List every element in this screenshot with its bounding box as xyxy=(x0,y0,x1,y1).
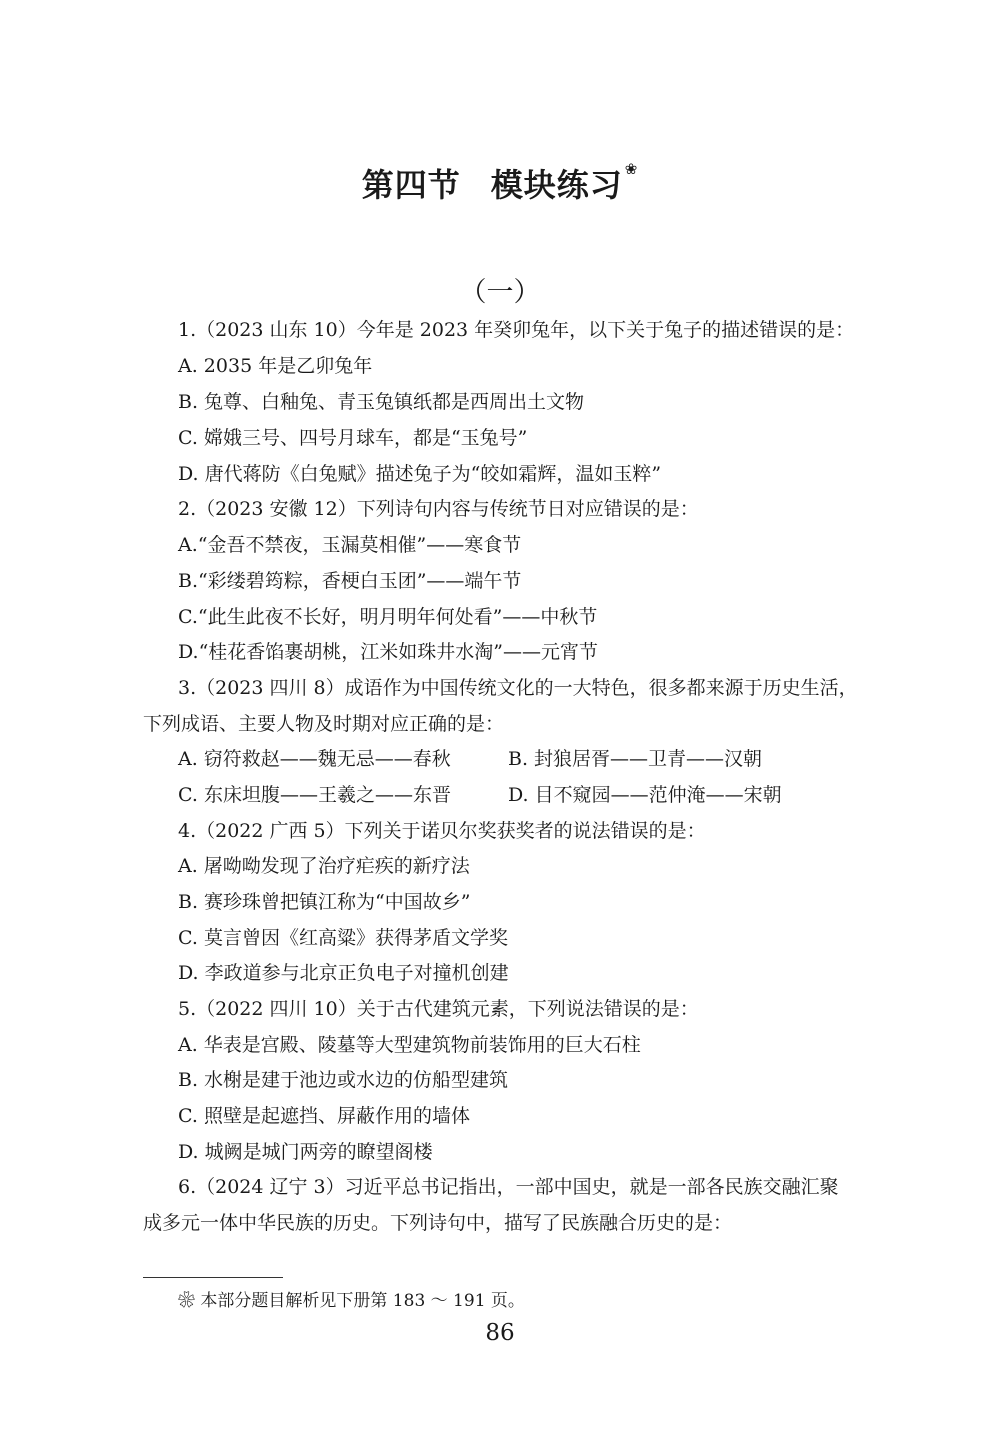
option: B. 封狼居胥——卫青——汉朝 xyxy=(508,748,763,770)
option: C. 照壁是起遮挡、屏蔽作用的墙体 xyxy=(178,1105,470,1127)
question-stem: 4.（2022 广西 5）下列关于诺贝尔奖获奖者的说法错误的是： xyxy=(178,820,706,842)
question-stem: 5.（2022 四川 10）关于古代建筑元素，下列说法错误的是： xyxy=(178,998,699,1020)
page-number: 86 xyxy=(485,1320,515,1346)
question-stem: 2.（2023 安徽 12）下列诗句内容与传统节日对应错误的是： xyxy=(178,498,699,520)
option: B. 赛珍珠曾把镇江称为“中国故乡” xyxy=(178,891,471,913)
option: A. 华表是宫殿、陵墓等大型建筑物前装饰用的巨大石柱 xyxy=(178,1034,641,1056)
option: D. 唐代蒋防《白兔赋》描述兔子为“皎如霜辉，温如玉粹” xyxy=(178,463,662,485)
option: A. 窃符救赵——魏无忌——春秋 xyxy=(178,748,451,770)
question-stem-continued: 成多元一体中华民族的历史。下列诗句中，描写了民族融合历史的是： xyxy=(143,1212,733,1234)
footnote-divider xyxy=(143,1277,283,1278)
option: B. 兔尊、白釉兔、青玉兔镇纸都是西周出土文物 xyxy=(178,391,585,413)
section-heading: （一） xyxy=(459,277,541,308)
option: A.“金吾不禁夜，玉漏莫相催”——寒食节 xyxy=(178,534,522,556)
option: A. 2035 年是乙卯兔年 xyxy=(178,355,373,377)
option: C. 嫦娥三号、四号月球车，都是“玉兔号” xyxy=(178,427,528,449)
option: C. 东床坦腹——王羲之——东晋 xyxy=(178,784,451,806)
page-title xyxy=(0,160,1000,206)
option: C. 莫言曾因《红高粱》获得茅盾文学奖 xyxy=(178,927,508,949)
option: D. 目不窥园——范仲淹——宋朝 xyxy=(508,784,782,806)
footnote: ❀ 本部分题目解析见下册第 183 ～ 191 页。 xyxy=(178,1291,525,1311)
question-stem-continued: 下列成语、主要人物及时期对应正确的是： xyxy=(143,713,505,735)
flower-icon: ❀ xyxy=(624,160,639,178)
option: D. 城阙是城门两旁的瞭望阁楼 xyxy=(178,1141,433,1163)
question-stem: 6.（2024 辽宁 3）习近平总书记指出，一部中国史，就是一部各民族交融汇聚 xyxy=(178,1176,839,1198)
title-text-2: 模块练习 xyxy=(490,166,623,204)
option: A. 屠呦呦发现了治疗疟疾的新疗法 xyxy=(178,855,470,877)
option: D. 李政道参与北京正负电子对撞机创建 xyxy=(178,962,509,984)
question-stem: 3.（2023 四川 8）成语作为中国传统文化的一大特色，很多都来源于历史生活， xyxy=(178,677,858,699)
option: B.“彩缕碧筠粽，香梗白玉团”——端午节 xyxy=(178,570,522,592)
question-stem: 1.（2023 山东 10）今年是 2023 年癸卯兔年，以下关于兔子的描述错误的是： xyxy=(178,319,855,341)
option: C.“此生此夜不长好，明月明年何处看”——中秋节 xyxy=(178,606,598,628)
option: D.“桂花香馅裹胡桃，江米如珠井水淘”——元宵节 xyxy=(178,641,599,663)
title-text: 第四节 xyxy=(361,166,461,204)
option: B. 水榭是建于池边或水边的仿船型建筑 xyxy=(178,1069,509,1091)
